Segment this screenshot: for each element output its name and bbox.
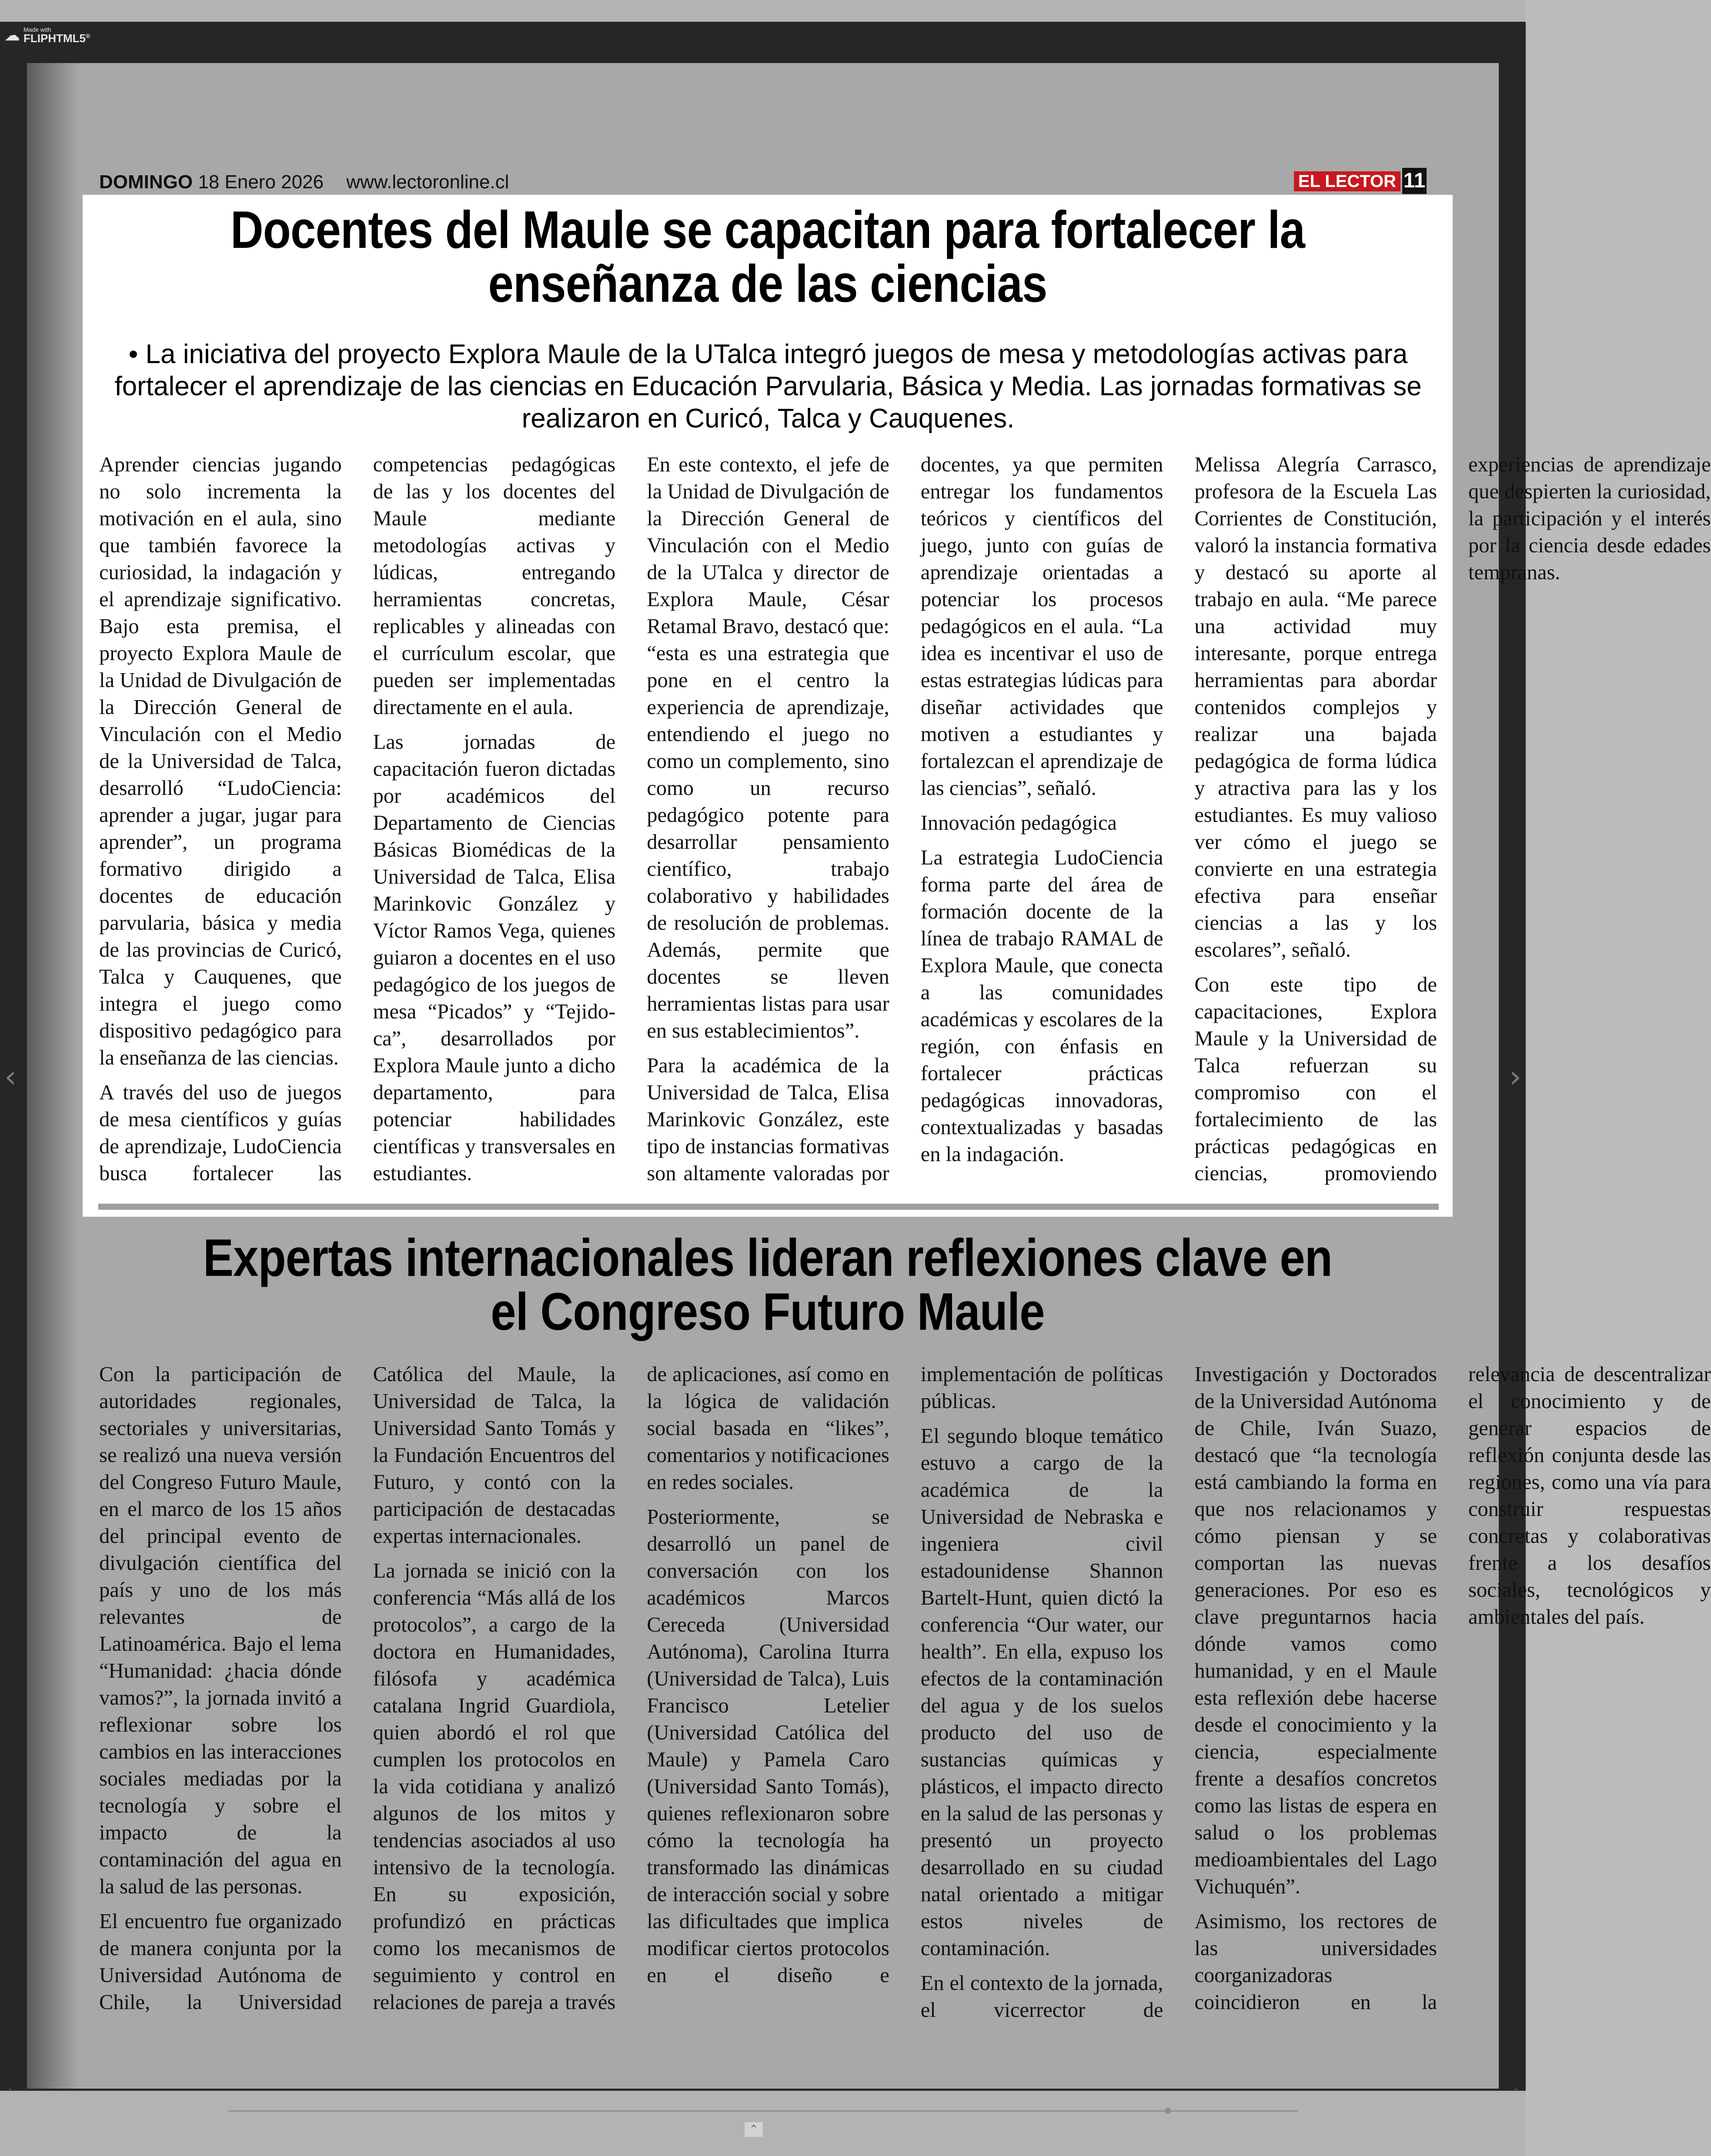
article1-paragraph: Con este tipo de capacitaciones, Explora Maule y la Universidad de Talca refuerzan su compromiso con el fortalecimiento de las prácticas pedagógicas en ciencias, promoviendo experiencias de aprendizaje que despierten la curiosidad, la participación y el interés por la ciencia desde edades tempranas. bbox=[1194, 453, 1711, 1185]
article-docentes-maule bbox=[83, 195, 1711, 1217]
prev-page-arrow-icon[interactable]: ‹ bbox=[4, 1059, 17, 1095]
article2-headline: Expertas internacionales lideran reflexiones clave en el Congreso Futuro Maule bbox=[203, 1228, 1333, 1341]
masthead-logo: EL LECTOR bbox=[1294, 171, 1400, 191]
article2-paragraph: El segundo bloque temático estuvo a cargo de la académica de la Universidad de Nebraska e ingeniera civil estadounidense Shannon Bartelt-Hunt, quien dictó la conferencia “Our water, our health”. En ella, expuso los efectos de la contaminación del agua y de los suelos producto del uso de sustancias químicas y plásticos, el impacto directo en la salud de las personas y presentó un proyecto desarrollado en su ciudad natal orientado a mitigar estos niveles de contaminación. bbox=[920, 1425, 1163, 1960]
article2-paragraph: Posteriormente, se desarrolló un panel de conversación con los académicos Marcos Cereceda (Universidad Autónoma), Carolina Iturra (Universidad de Talca), Luis Francisco Letelier (Universidad Católica del Maule) y Pamela Caro (Universidad Santo Tomás), quienes reflexionaron sobre cómo la tecnología ha transformado las dinámicas de interacción social y sobre las dificultades que implica modificar ciertos protocolos en el diseño e implementación de políticas públicas. bbox=[647, 1363, 1163, 1987]
page-scroll-thumb[interactable] bbox=[1165, 2108, 1171, 2114]
fliphtml5-brand[interactable] bbox=[4, 26, 90, 44]
brand-name: FLIPHTML5 bbox=[23, 32, 86, 45]
brand-registered-mark: ® bbox=[86, 32, 90, 40]
article2-paragraph: La jornada se inició con la conferencia “Más allá de los protocolos”, a cargo de la doctora en Humanidades, filósofa y académica catalana Ingrid Guardiola, quien abordó el rol que cumplen los protocolos en la vida cotidiana y analizó algunos de los mitos y tendencias asociados al uso intensivo de la tecnología. En su exposición, profundizó en prácticas como los mecanismos de seguimiento y control en relaciones de pareja a través de aplicaciones, así como en la lógica de validación social basada en “likes”, comentarios y notificaciones en redes sociales. bbox=[373, 1363, 889, 2014]
article2-paragraph: Con la participación de autoridades regionales, sectoriales y universitarias, se realizó una nueva versión del Congreso Futuro Maule, en el marco de los 15 años del principal evento de divulgación científica del país y uno de los más relevantes de Latinoamérica. Bajo el lema “Humanidad: ¿hacia dónde vamos?”, la jornada invitó a reflexionar sobre los cambios en las interacciones sociales mediadas por la tecnología y sobre el impacto de la contaminación del agua en la salud de las personas. bbox=[99, 1363, 342, 1898]
page-scroll-track[interactable] bbox=[228, 2110, 1298, 2112]
viewer-bottom-bar bbox=[0, 2091, 1526, 2156]
corner-last-page-icon[interactable]: » bbox=[1514, 2086, 1517, 2092]
article1-body bbox=[99, 451, 1711, 1191]
next-page-arrow-icon[interactable]: › bbox=[1509, 1059, 1521, 1095]
page-spine-shadow bbox=[27, 63, 79, 2089]
brand-logo-icon: ☁ bbox=[4, 26, 20, 44]
article2-body bbox=[99, 1361, 1711, 2039]
corner-first-page-icon[interactable]: « bbox=[9, 2086, 12, 2092]
article1-paragraph: Aprender ciencias jugando no solo incrementa la motivación en el aula, sino que también favorece la curiosidad, la indagación y el aprendizaje significativo. Bajo esta premisa, el proyecto Explora Maule de la Unidad de Divulgación de la Dirección General de Vinculación con el Medio de la Universidad de Talca, desarrolló “LudoCiencia: aprender a jugar, jugar para aprender”, un programa formativo dirigido a docentes de educación parvularia, básica y media de las provincias de Curicó, Talca y Cauquenes, que integra el juego como dispositivo pedagógico para la enseñanza de las ciencias. bbox=[99, 453, 342, 1069]
header-website: www.lectoronline.cl bbox=[346, 171, 509, 193]
article1-subhead: • La iniciativa del proyecto Explora Maule de la UTalca integró juegos de mesa y metodologías activas para fortalecer el aprendizaje de las ciencias en Educación Parvularia, Básica y Media. Las jornadas formativas se realizaron en Curicó, Talca y Cauquenes. bbox=[114, 339, 1422, 434]
header-day: DOMINGO bbox=[99, 171, 193, 193]
page-header bbox=[99, 165, 1427, 191]
article1-paragraph: Melissa Alegría Carrasco, profesora de la Escuela Las Corrientes de Constitución, valoró la instancia formativa y destacó su aporte al trabajo en aula. “Me parece una actividad muy interesante, porque entrega herramientas para abordar contenidos complejos y realizar una bajada pedagógica de forma lúdica y atractiva para las y los estudiantes. Es muy valioso ver cómo el juego se convierte en una estrategia efectiva para enseñar ciencias a las y los escolares”, señaló. bbox=[1194, 453, 1437, 961]
article1-paragraph: Las jornadas de capacitación fueron dictadas por académicos del Departamento de Ciencias Básicas Biomédicas de la Universidad de Talca, Elisa Marinkovic González y Víctor Ramos Vega, quienes guiaron a docentes en el uso pedagógico de los juegos de mesa “Picados” y “Tejido-ca”, desarrollados por Explora Maule junto a dicho departamento, para potenciar habilidades científicas y transversales en estudiantes. bbox=[373, 731, 616, 1185]
article1-bottom-rule bbox=[98, 1204, 1439, 1210]
article1-paragraph: Para la académica de la Universidad de Talca, Elisa Marinkovic González, este tipo de instancias formativas son altamente valoradas por docentes, ya que permiten entregar los fundamentos teóricos y científicos del juego, junto con guías de aprendizaje orientadas a potenciar los procesos pedagógicos en el aula. “La idea es incentivar el uso de estas estrategias lúdicas para diseñar actividades que motiven a estudiantes y fortalezcan el aprendizaje de las ciencias”, señaló. bbox=[647, 453, 1163, 1185]
dateline bbox=[99, 171, 509, 193]
article2-paragraph: Asimismo, los rectores de las universidades coorganizadoras coincidieron en la relevancia de descentralizar el conocimiento y de generar espacios de reflexión conjunta desde las regiones, como una vía para construir respuestas concretas y colaborativas frente a los desafíos sociales, tecnológicos y ambientales del país. bbox=[1194, 1363, 1711, 2014]
article1-paragraph: A través del uso de juegos de mesa científicos y guías de aprendizaje, LudoCiencia busca fortalecer las competencias pedagógicas de las y los docentes del Maule mediante metodologías activas y lúdicas, entregando herramientas concretas, replicables y alineadas con el currículum escolar, que pueden ser implementadas directamente en el aula. bbox=[99, 453, 616, 1185]
article2-paragraph: El encuentro fue organizado de manera conjunta por la Universidad Autónoma de Chile, la Universidad Católica del Maule, la Universidad de Talca, la Universidad Santo Tomás y la Fundación Encuentros del Futuro, y contó con la participación de destacadas expertas internacionales. bbox=[99, 1363, 616, 2014]
expand-toolbar-chevron-icon[interactable]: ⌃ bbox=[745, 2122, 763, 2137]
page-number: 11 bbox=[1402, 168, 1427, 194]
article1-headline: Docentes del Maule se capacitan para fortalecer la enseñanza de las ciencias bbox=[230, 200, 1305, 313]
viewer-top-bar bbox=[0, 0, 1526, 22]
header-date: 18 Enero 2026 bbox=[198, 171, 324, 193]
article1-paragraph: En este contexto, el jefe de la Unidad de Divulgación de la Dirección General de Vinculación con el Medio de la UTalca y director de Explora Maule, César Retamal Bravo, destacó que: “esta es una estrategia que pone en el centro la experiencia de aprendizaje, entendiendo el juego no como un complemento, sino como un recurso pedagógico potente para desarrollar pensamiento científico, trabajo colaborativo y habilidades de resolución de problemas. Además, permite que docentes se lleven herramientas listas para usar en sus establecimientos”. bbox=[647, 453, 889, 1042]
article1-section-heading: Innovación pedagógica bbox=[920, 811, 1117, 834]
article2-paragraph: En el contexto de la jornada, el vicerrector de Investigación y Doctorados de la Universidad Autónoma de Chile, Iván Suazo, destacó que “la tecnología está cambiando la forma en que nos relacionamos y cómo piensan y se comportan las nuevas generaciones. Por eso es clave preguntarnos hacia dónde vamos como humanidad, y en el Maule esta reflexión debe hacerse desde el conocimiento y la ciencia, especialmente frente a desafíos concretos como las listas de espera en salud o los problemas medioambientales del Lago Vichuquén”. bbox=[920, 1363, 1437, 2022]
brand-small-text: Made with bbox=[23, 26, 51, 33]
article1-paragraph: La estrategia LudoCiencia forma parte del área de formación docente de la línea de trabajo RAMAL de Explora Maule, que conecta a las comunidades académicas y escolares de la región, con énfasis en fortalecer prácticas pedagógicas innovadoras, contextualizadas y basadas en la indagación. bbox=[920, 846, 1163, 1166]
